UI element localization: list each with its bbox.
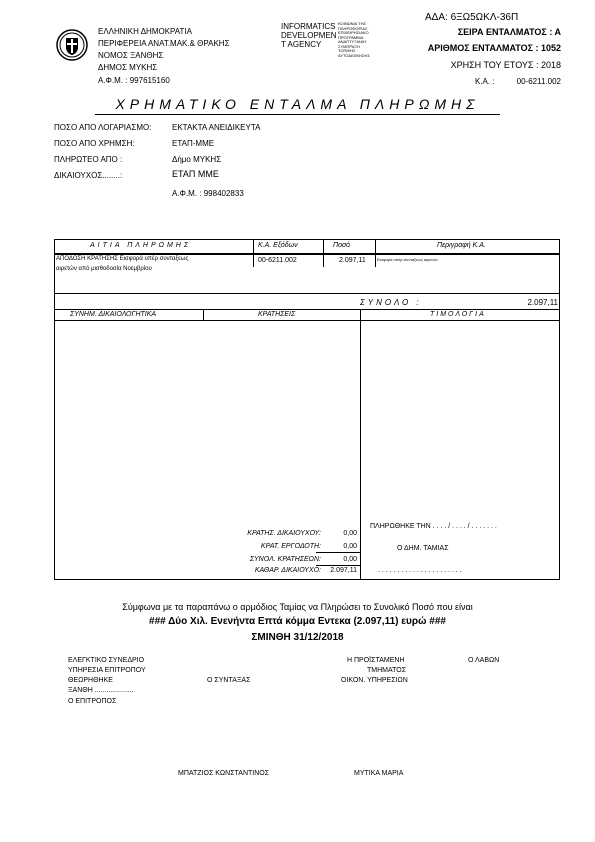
audit-line: ΕΛΕΓΚΤΙΚΟ ΣΥΝΕΔΡΙΟ xyxy=(68,657,145,664)
row-divider xyxy=(54,309,560,310)
paid-on-line: ΠΛΗΡΩΘΗΚΕ ΤΗΝ . . . . / . . . . / . . . . . . . xyxy=(370,523,497,530)
audit-line: ΘΕΩΡΗΘΗΚΕ xyxy=(68,677,113,684)
beneficiary-label: ΔΙΚΑΙΟΥΧΟΣ........: xyxy=(54,171,123,180)
author-name: ΜΠΑΤΖΙΟΣ ΚΩΝΣΤΑΝΤΙΝΟΣ xyxy=(178,770,270,777)
summary-divider xyxy=(316,565,360,566)
header-description: Περιγραφή Κ.Α. xyxy=(437,242,486,249)
total-label: ΣΥΝΟΛΟ : xyxy=(360,298,422,307)
payer-value: Δήμο ΜΥΚΗΣ xyxy=(172,155,222,164)
payment-statement: Σύμφωνα με τα παραπάνω ο αρμόδιος Ταμίας να Πληρώσει το Συνολικό Ποσό που είναι xyxy=(122,602,473,612)
beneficiary-afm: Α.Φ.Μ. : 998402833 xyxy=(172,189,244,198)
row-ka-code: 00-6211.002 xyxy=(258,257,297,264)
col-divider xyxy=(253,239,254,267)
row-ka-description: Εισφορά υπέρ συνταξεως αιρετών xyxy=(377,257,438,262)
agency-logo-line: T AGENCY xyxy=(281,40,322,49)
org-line: ΔΗΜΟΣ ΜΥΚΗΣ xyxy=(98,63,158,72)
org-line: ΠΕΡΙΦΕΡΕΙΑ ΑΝΑΤ.ΜΑΚ.& ΘΡΑΚΗΣ xyxy=(98,39,230,48)
title-underline xyxy=(95,114,500,115)
summary-value: 0,00 xyxy=(343,543,357,550)
agency-logo-small-text: ΚΟΙΝΩΝΙΑ ΤΗΣ ΠΛΗΡΟΦΟΡΙΑΣ ΕΠΙΧΕΙΡΗΣΙΑΚΟ ΠΡΟΓΡΑΜΜΑ ΑΝΑΠΤΥΞΙΑΚΗ ΣΥΜΠΡΑΞΗ ΤΟΠΙΚΗΣ ΑΥΤΟΔΙΟΙΚΗΣΗΣ xyxy=(338,21,370,58)
head-line: ΟΙΚΟΝ. ΥΠΗΡΕΣΙΩΝ xyxy=(341,677,408,684)
treasurer-signature-dots: . . . . . . . . . . . . . . . . . . . . . . xyxy=(378,567,462,574)
summary-divider xyxy=(316,552,360,553)
row-divider xyxy=(54,320,560,321)
head-line: ΤΜΗΜΑΤΟΣ xyxy=(367,667,407,674)
budget-label: ΠΟΣΟ ΑΠΟ ΧΡΗΜΣΗ: xyxy=(54,139,135,148)
summary-value: 0,00 xyxy=(343,530,357,537)
org-line: ΝΟΜΟΣ ΞΑΝΘΗΣ xyxy=(98,51,164,60)
audit-line: ΥΠΗΡΕΣΙΑ ΕΠΙΤΡΟΠΟΥ xyxy=(68,667,146,674)
org-afm: Α.Φ.Μ. : 997615160 xyxy=(98,76,170,85)
col-divider xyxy=(323,239,324,267)
header-reason: ΑΙΤΙΑ ΠΛΗΡΩΜΗΣ xyxy=(90,242,192,249)
date-line: ΣΜΙΝΘΗ 31/12/2018 xyxy=(251,632,344,643)
head-line: Η ΠΡΟΪΣΤΑΜΕΝΗ xyxy=(347,657,405,664)
budget-value: ΕΤΑΠ-ΜΜΕ xyxy=(172,139,215,148)
row-amount: 2.097,11 xyxy=(339,257,366,264)
beneficiary-value: ΕΤΑΠ ΜΜΕ xyxy=(172,169,219,179)
reason-line: αιρετών από μισθοδοσία Νοεμβρίου xyxy=(56,266,152,272)
account-value: ΕΚΤΑΚΤΑ ΑΝΕΙΔΙΚΕΥΤΑ xyxy=(172,123,261,132)
subheader-deductions: ΚΡΑΤΗΣΕΙΣ xyxy=(258,311,296,318)
amount-in-words: ### Δύο Χιλ. Ενενήντα Επτά κόμμα Εντεκα (2.097,11) ευρώ ### xyxy=(149,616,446,627)
col-divider xyxy=(375,239,376,267)
header-ka: Κ.Α. Εξόδων xyxy=(258,242,298,249)
org-line: ΕΛΛΗΝΙΚΗ ΔΗΜΟΚΡΑΤΙΑ xyxy=(98,27,192,36)
summary-value: 2.097,11 xyxy=(330,567,357,574)
account-label: ΠΟΣΟ ΑΠΟ ΛΟΓΑΡΙΑΣΜΟ: xyxy=(54,123,152,132)
subheader-invoices: ΤΙΜΟΛΟΓΙΑ xyxy=(430,311,486,318)
order-series: ΣΕΙΡΑ ΕΝΤΑΛΜΑΤΟΣ : Α xyxy=(457,27,561,37)
summary-label: ΚΑΘΑΡ. ΔΙΚΑΙΟΥΧΟ: xyxy=(254,567,321,574)
head-name: ΜΥΤΙΚΑ ΜΑΡΙΑ xyxy=(354,770,404,777)
receiver-title: Ο ΛΑΒΩΝ xyxy=(468,657,500,664)
ada-code: ΑΔΑ: 6ΞΩ5ΩΚΛ-36Π xyxy=(425,12,519,23)
order-number: ΑΡΙΘΜΟΣ ΕΝΤΑΛΜΑΤΟΣ : 1052 xyxy=(427,43,561,53)
audit-line: Ο ΕΠΙΤΡΟΠΟΣ xyxy=(68,698,117,705)
fiscal-year: ΧΡΗΣΗ ΤΟΥ ΕΤΟΥΣ : 2018 xyxy=(450,60,561,70)
agency-logo-line: DEVELOPMEN xyxy=(281,31,337,40)
total-value: 2.097,11 xyxy=(527,298,558,307)
header-amount: Ποσό xyxy=(333,242,351,249)
summary-label: ΚΡΑΤ. ΕΡΓΟΔΟΤΗ: xyxy=(260,543,321,550)
page-title: ΧΡΗΜΑΤΙΚΟ ΕΝΤΑΛΜΑ ΠΛΗΡΩΜΗΣ xyxy=(115,96,480,112)
summary-label: ΣΥΝΟΛ. ΚΡΑΤΗΣΕΩΝ: xyxy=(249,556,321,563)
row-divider xyxy=(54,293,560,294)
summary-label: ΚΡΑΤΗΣ. ΔΙΚΑΙΟΥΧΟΥ: xyxy=(247,530,321,537)
coat-of-arms-logo xyxy=(56,29,88,61)
payer-label: ΠΛΗΡΩΤΕΟ ΑΠΟ : xyxy=(54,155,123,164)
ka-label: Κ.Α. : xyxy=(475,77,495,86)
ka-value: 00-6211.002 xyxy=(516,77,561,86)
agency-logo-line: INFORMATICS xyxy=(281,22,336,31)
audit-line: ΞΑΝΘΗ .................... xyxy=(68,687,134,694)
treasurer-label: Ο ΔΗΜ. ΤΑΜΙΑΣ xyxy=(397,545,449,552)
author-title: Ο ΣΥΝΤΑΞΑΣ xyxy=(207,677,251,684)
summary-value: 0,00 xyxy=(343,556,357,563)
subheader-documents: ΣΥΝΗΜ. ΔΙΚΑΙΟΛΟΓΗΤΙΚΑ xyxy=(70,311,157,318)
reason-line: ΑΠΟΔΟΣΗ ΚΡΑΤΗΣΗΣ Εισφορά υπέρ συνταξεως xyxy=(56,256,189,262)
col-divider xyxy=(360,309,361,580)
